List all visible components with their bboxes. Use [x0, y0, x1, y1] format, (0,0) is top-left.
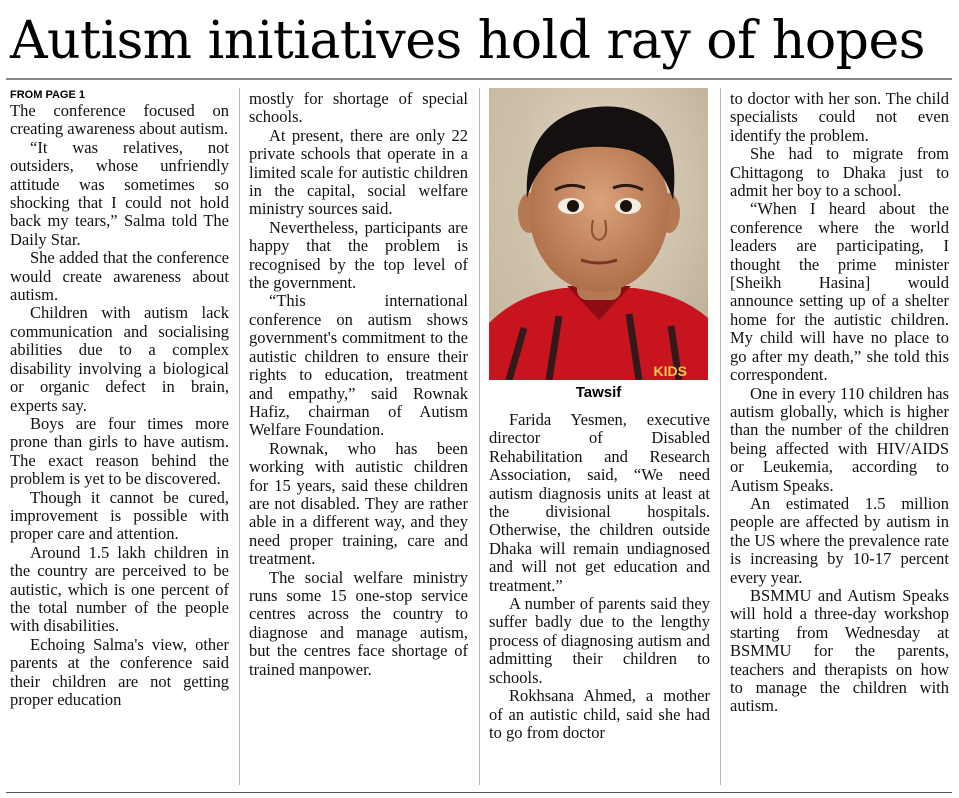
paragraph: Farida Yesmen, executive director of Disabled Rehabilitation and Research Association, said, “We need autism diagnosis units at least at the divisional hospitals. Otherwise, the children outside Dhaka will remain undiagnosed and will not get education and treatment.”	[489, 411, 710, 595]
paragraph: Boys are four times more prone than girls to have autism. The exact reason behind the problem is yet to be discovered.	[10, 413, 229, 489]
paragraph: mostly for shortage of special schools.	[249, 90, 468, 127]
photo-caption: Tawsif	[575, 384, 622, 401]
headline: Autism initiatives hold ray of hopes	[10, 11, 925, 71]
paragraph: She added that the conference would create awareness about autism.	[10, 248, 229, 305]
paragraph: “This international conference on autism shows government's commitment to the autistic children to ensure their rights to education, treatment and empathy,” said Rownak Hafiz, chairman of Autism Welfare Foundation.	[249, 291, 468, 440]
paragraph: The conference focused on creating awareness about autism.	[10, 101, 229, 139]
paragraph: She had to migrate from Chittagong to Dhaka just to admit her boy to a school.	[730, 144, 949, 201]
paragraph: BSMMU and Autism Speaks will hold a three-day workshop starting from Wednesday at BSMMU for the parents, teachers and therapists on how to manage the children with autism.	[730, 585, 949, 716]
paragraph: Nevertheless, participants are happy that the problem is recognised by the top level of the government.	[249, 217, 468, 293]
paragraph: Around 1.5 lakh children in the country are perceived to be autistic, which is one percent of the total number of the people with disabilities.	[10, 542, 229, 636]
paragraph: A number of parents said they suffer badly due to the lengthy process of diagnosing autism and admitting their children to schools.	[489, 594, 710, 687]
paragraph: to doctor with her son. The child specialists could not even identify the problem.	[730, 90, 949, 145]
article-column-4	[730, 90, 949, 790]
article-column-1	[10, 88, 229, 788]
article-column-3	[489, 411, 710, 788]
paragraph: “When I heard about the conference where the world leaders are participating, I thought the prime minister [Sheikh Hasina] would announce setting up of a shelter home for the autistic children. My child will have no place to go after my death,” she told this correspondent.	[730, 199, 949, 385]
continuation-kicker: FROM PAGE 1	[10, 89, 85, 101]
child-portrait-image	[489, 88, 708, 380]
article-column-2	[249, 90, 468, 790]
column-divider	[239, 88, 240, 785]
headline-rule	[6, 78, 952, 80]
paragraph: Children with autism lack communication and socialising abilities due to a complex disability involving a biological or organic defect in brain, experts say.	[10, 303, 229, 415]
paragraph: An estimated 1.5 million people are affected by autism in the US where the prevalence rate is increasing by 10-17 percent every year.	[730, 493, 949, 587]
paragraph: Echoing Salma's view, other parents at the conference said their children are not getting proper education	[10, 634, 229, 709]
shirt-print: KIDS	[653, 363, 687, 379]
paragraph: Rownak, who has been working with autistic children for 15 years, said these children are not disabled. They are rather able in a different way, and they need proper training, care and treatment.	[249, 438, 468, 569]
paragraph: One in every 110 children has autism globally, which is higher than the number of the children being affected with HIV/AIDS or Leukemia, according to Autism Speaks.	[730, 383, 949, 495]
column-divider	[720, 88, 721, 785]
paragraph: Rokhsana Ahmed, a mother of an autistic child, said she had to go from doctor	[489, 686, 710, 742]
paragraph: “It was relatives, not outsiders, whose unfriendly attitude was sometimes so shocking that I could not hold back my tears,” Salma told The Daily Star.	[10, 137, 229, 249]
paragraph: Though it cannot be cured, improvement is possible with proper care and attention.	[10, 487, 229, 544]
bottom-rule	[6, 792, 952, 793]
paragraph: At present, there are only 22 private schools that operate in a limited scale for autistic children in the capital, social welfare ministry sources said.	[249, 125, 468, 219]
child-photo	[489, 88, 708, 380]
column-divider	[479, 88, 480, 785]
paragraph: The social welfare ministry runs some 15 one-stop service centres across the country to diagnose and manage autism, but the centres face shortage of trained manpower.	[249, 567, 468, 679]
